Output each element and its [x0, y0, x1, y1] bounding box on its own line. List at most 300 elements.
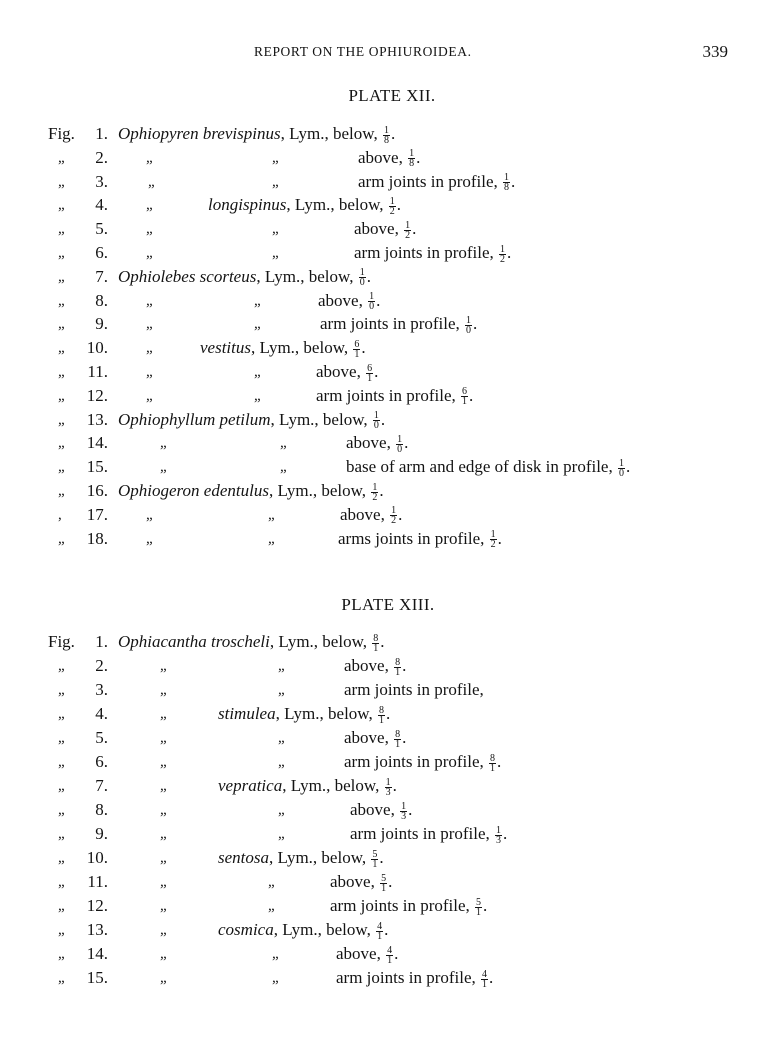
ditto-species: „ — [280, 435, 287, 452]
fraction-denominator: 1 — [377, 930, 383, 942]
fraction-numerator: 1 — [405, 219, 411, 231]
view-description — [338, 527, 502, 551]
ditto-species: „ — [272, 173, 279, 190]
species-name: Ophiopyren brevispinus — [118, 124, 281, 143]
species-detail: , Lym., below, — [282, 776, 384, 795]
fig-label: „ — [58, 730, 65, 746]
fraction-denominator: 1 — [395, 738, 401, 750]
figure-entry — [0, 455, 776, 479]
view-description — [358, 170, 515, 194]
entry-terminator: . — [379, 481, 384, 500]
view-description — [344, 654, 406, 678]
ditto-genus: „ — [146, 292, 153, 309]
fraction-denominator: 8 — [504, 182, 510, 194]
magnification-fraction — [383, 126, 390, 145]
view-text: arm joints in profile, — [316, 385, 461, 405]
view-text: arm joints in profile, — [354, 243, 499, 262]
entry-terminator: . — [497, 528, 502, 548]
view-text: above, — [344, 656, 394, 675]
figure-number: 9. — [95, 824, 108, 843]
species-line — [200, 336, 366, 360]
magnification-fraction — [618, 459, 625, 478]
fraction-denominator: 1 — [482, 978, 488, 990]
fig-label: „ — [58, 197, 65, 214]
ditto-genus: „ — [160, 435, 167, 452]
magnification-fraction — [490, 530, 497, 549]
magnification-fraction — [373, 411, 380, 430]
fig-label: „ — [58, 874, 65, 890]
figure-entry — [0, 966, 776, 990]
figure-entry — [0, 217, 776, 241]
ditto-genus: „ — [160, 802, 167, 818]
view-description — [350, 798, 412, 822]
view-description — [344, 750, 501, 774]
view-text: above, — [350, 800, 400, 819]
magnification-fraction — [404, 221, 411, 240]
fraction-denominator: 0 — [373, 420, 379, 432]
figure-entry — [0, 360, 776, 384]
ditto-species: „ — [278, 682, 285, 698]
figure-number: 17. — [86, 504, 108, 524]
figure-entry — [0, 336, 776, 360]
ditto-species: „ — [272, 946, 279, 962]
fraction-denominator: 8 — [383, 134, 389, 146]
figure-number: 6. — [95, 243, 108, 262]
fraction-numerator: 1 — [500, 243, 506, 255]
entry-terminator: . — [489, 968, 494, 987]
magnification-fraction — [495, 826, 502, 845]
figure-number: 15. — [86, 968, 108, 987]
figure-entry — [0, 479, 776, 503]
fraction-numerator: 1 — [496, 824, 502, 836]
figure-number: 18. — [86, 528, 108, 548]
fraction-denominator: 1 — [490, 762, 496, 774]
ditto-species: „ — [268, 530, 275, 547]
fraction-denominator: 1 — [381, 882, 387, 894]
species-name: Ophiolebes scorteus — [118, 266, 257, 286]
entry-terminator: . — [404, 433, 409, 453]
fraction-numerator: 6 — [354, 338, 360, 350]
fraction-numerator: 1 — [401, 800, 407, 812]
magnification-fraction — [394, 730, 401, 749]
figure-entry — [0, 750, 776, 774]
ditto-genus: „ — [146, 364, 153, 380]
entry-terminator: . — [390, 124, 396, 143]
ditto-genus: „ — [160, 874, 167, 890]
species-name: sentosa — [218, 848, 269, 867]
species-line — [218, 774, 397, 798]
species-detail: , Lym., below, — [275, 704, 377, 723]
fraction-numerator: 6 — [462, 386, 468, 398]
figure-number: 11. — [87, 362, 108, 381]
figure-number: 8. — [95, 800, 108, 819]
fraction-denominator: 3 — [496, 834, 502, 846]
fig-label: Fig. — [48, 632, 75, 651]
view-description — [318, 289, 380, 313]
view-description — [346, 455, 630, 479]
view-text: above, — [340, 504, 390, 524]
figure-entry — [0, 702, 776, 726]
figure-entry — [0, 289, 776, 313]
magnification-fraction — [380, 874, 387, 893]
entry-terminator: . — [394, 944, 399, 963]
fig-label: „ — [58, 778, 65, 794]
ditto-species: „ — [280, 459, 287, 476]
view-description — [346, 431, 408, 455]
fig-label: „ — [58, 850, 65, 866]
view-text: above, — [358, 147, 408, 167]
ditto-genus: „ — [146, 245, 153, 261]
figure-number: 15. — [86, 457, 108, 477]
fig-label: „ — [58, 387, 65, 404]
figure-entry — [0, 894, 776, 918]
entry-terminator: . — [396, 195, 402, 215]
view-text: arm joints in profile, — [344, 752, 489, 771]
species-name: Ophiogeron edentulus — [118, 481, 269, 500]
entry-terminator: . — [385, 704, 391, 723]
species-detail: , Lym., below, — [280, 124, 382, 143]
fraction-numerator: 1 — [397, 433, 403, 445]
fig-label: „ — [58, 970, 65, 986]
fig-label: „ — [58, 706, 65, 722]
entry-terminator: . — [625, 457, 631, 477]
view-text: arm joints in profile, — [350, 824, 495, 843]
fraction-numerator: 1 — [391, 505, 397, 517]
species-line — [118, 408, 385, 432]
view-text: above, — [318, 290, 368, 310]
figure-entry — [0, 408, 776, 432]
magnification-fraction — [394, 658, 401, 677]
entry-terminator: . — [497, 752, 502, 771]
view-text: above, — [316, 362, 366, 381]
figure-number: 6. — [95, 752, 108, 771]
view-text: above, — [346, 433, 396, 453]
fraction-numerator: 1 — [385, 776, 391, 788]
magnification-fraction — [475, 898, 482, 917]
species-name: Ophiacantha troscheli — [118, 632, 270, 651]
fraction-denominator: 1 — [373, 642, 379, 654]
view-text: arm joints in profile, — [320, 314, 465, 334]
ditto-species: „ — [278, 826, 285, 842]
ditto-genus: „ — [146, 197, 153, 214]
figure-entry — [0, 503, 776, 527]
fraction-numerator: 1 — [409, 148, 415, 160]
fraction-numerator: 8 — [378, 704, 384, 716]
ditto-genus: „ — [146, 530, 153, 547]
fraction-denominator: 1 — [476, 906, 482, 918]
entry-terminator: . — [483, 896, 488, 915]
fig-label: „ — [58, 946, 65, 962]
view-text: above, — [336, 944, 386, 963]
fig-label: „ — [58, 658, 65, 674]
figure-number: 3. — [95, 171, 108, 191]
fig-label: „ — [58, 221, 65, 238]
fraction-denominator: 2 — [391, 515, 397, 527]
entry-terminator: . — [398, 504, 403, 524]
ditto-species: „ — [254, 316, 261, 333]
ditto-species: „ — [272, 245, 279, 261]
fraction-denominator: 1 — [462, 396, 468, 408]
ditto-genus: „ — [146, 316, 153, 333]
fig-label: „ — [58, 483, 65, 499]
figure-entry — [0, 241, 776, 265]
magnification-fraction — [385, 778, 392, 797]
figure-number: 5. — [95, 219, 108, 239]
ditto-species: „ — [254, 364, 261, 380]
fraction-denominator: 1 — [367, 372, 373, 384]
fraction-numerator: 1 — [466, 314, 472, 326]
fraction-numerator: 1 — [359, 267, 365, 279]
view-description — [344, 678, 484, 702]
ditto-genus: „ — [160, 658, 167, 674]
ditto-genus: „ — [146, 387, 153, 404]
view-description — [330, 894, 487, 918]
fig-label: „ — [58, 754, 65, 770]
ditto-species: „ — [268, 506, 275, 523]
fig-label: „ — [58, 682, 65, 698]
entry-terminator: . — [380, 409, 386, 429]
fig-label: „ — [58, 149, 65, 166]
fraction-denominator: 1 — [395, 666, 401, 678]
fraction-denominator: 2 — [405, 229, 411, 241]
ditto-genus: „ — [160, 970, 167, 986]
fig-label: „ — [58, 922, 65, 938]
magnification-fraction — [378, 706, 385, 725]
figure-number: 8. — [95, 290, 108, 310]
species-line — [218, 702, 390, 726]
ditto-species: „ — [268, 874, 275, 890]
fraction-numerator: 4 — [482, 968, 488, 980]
fraction-numerator: 4 — [377, 920, 383, 932]
fraction-numerator: 4 — [387, 944, 393, 956]
species-name: stimulea — [218, 704, 276, 723]
ditto-genus: „ — [160, 850, 167, 866]
view-description — [354, 217, 416, 241]
species-name: Ophiophyllum petilum — [118, 409, 271, 429]
species-name: cosmica — [218, 920, 274, 939]
figure-entry — [0, 918, 776, 942]
fraction-numerator: 5 — [476, 896, 482, 908]
entry-terminator: . — [380, 632, 385, 651]
fraction-numerator: 1 — [383, 124, 389, 136]
species-detail: , Lym., below, — [273, 920, 376, 939]
view-description — [344, 726, 406, 750]
view-description — [316, 360, 378, 384]
fig-label: „ — [58, 316, 65, 333]
ditto-genus: „ — [146, 221, 153, 238]
ditto-genus: „ — [160, 826, 167, 842]
species-detail: , Lym., below, — [269, 632, 372, 651]
view-description — [358, 146, 420, 170]
view-text: above, — [354, 219, 404, 239]
entry-terminator: . — [416, 147, 421, 167]
figure-entry — [0, 630, 776, 654]
figure-number: 14. — [86, 944, 108, 963]
magnification-fraction — [461, 387, 468, 406]
magnification-fraction — [353, 340, 360, 359]
view-text: arms joints in profile, — [338, 528, 489, 548]
plate-title: PLATE XII. — [348, 86, 436, 105]
ditto-genus: „ — [160, 946, 167, 962]
fraction-numerator: 1 — [389, 195, 395, 207]
ditto-genus: „ — [148, 173, 155, 190]
entry-terminator: . — [374, 362, 379, 381]
species-name: longispinus — [208, 195, 287, 215]
fraction-denominator: 3 — [385, 786, 391, 798]
ditto-species: „ — [278, 658, 285, 674]
fraction-numerator: 5 — [372, 848, 378, 860]
fraction-denominator: 2 — [490, 539, 496, 551]
fig-label: „ — [58, 530, 65, 547]
species-detail: , Lym., below, — [256, 266, 358, 286]
magnification-fraction — [389, 197, 396, 216]
entry-terminator: . — [388, 872, 393, 891]
fraction-numerator: 1 — [373, 410, 379, 422]
fraction-numerator: 8 — [490, 752, 496, 764]
entry-terminator: . — [507, 243, 512, 262]
fraction-denominator: 2 — [372, 491, 378, 503]
fraction-numerator: 5 — [381, 872, 387, 884]
magnification-fraction — [408, 149, 415, 168]
figure-number: 11. — [87, 872, 108, 891]
entry-terminator: . — [503, 824, 508, 843]
fig-label: „ — [58, 340, 65, 357]
entry-terminator: . — [408, 800, 413, 819]
ditto-genus: „ — [160, 682, 167, 698]
species-line — [118, 630, 385, 654]
magnification-fraction — [390, 506, 397, 525]
view-description — [350, 822, 507, 846]
figure-number: 16. — [86, 481, 108, 500]
figure-entry — [0, 527, 776, 551]
entry-terminator: . — [392, 776, 397, 795]
figure-entry — [0, 870, 776, 894]
view-description — [330, 870, 392, 894]
species-line — [218, 918, 388, 942]
ditto-species: „ — [272, 221, 279, 238]
fraction-denominator: 1 — [354, 348, 360, 360]
view-text: above, — [344, 728, 394, 747]
magnification-fraction — [371, 850, 378, 869]
fraction-denominator: 3 — [401, 810, 407, 822]
ditto-species: „ — [268, 898, 275, 914]
figure-entry — [0, 170, 776, 194]
figure-number: 14. — [86, 433, 108, 453]
view-text: arm joints in profile, — [336, 968, 481, 987]
figure-entry — [0, 942, 776, 966]
fig-label: „ — [58, 268, 65, 285]
figure-number: 5. — [95, 728, 108, 747]
species-detail: , Lym., below, — [270, 409, 372, 429]
entry-terminator: . — [361, 338, 366, 358]
entry-terminator: . — [511, 171, 516, 191]
fraction-numerator: 1 — [369, 291, 375, 303]
species-line — [218, 846, 384, 870]
magnification-fraction — [400, 802, 407, 821]
entry-terminator: . — [376, 290, 381, 310]
figure-entry — [0, 678, 776, 702]
entry-terminator: . — [402, 656, 407, 675]
fraction-denominator: 1 — [387, 954, 393, 966]
magnification-fraction — [499, 245, 506, 264]
figure-entry — [0, 726, 776, 750]
magnification-fraction — [481, 970, 488, 989]
fig-label: „ — [58, 459, 65, 476]
figure-number: 2. — [95, 147, 108, 167]
fraction-numerator: 1 — [372, 481, 378, 493]
magnification-fraction — [396, 435, 403, 454]
fig-label: „ — [58, 802, 65, 818]
species-detail: , Lym., below, — [251, 338, 353, 358]
fraction-denominator: 2 — [500, 253, 506, 265]
ditto-species: „ — [254, 387, 261, 404]
species-name: vepratica — [218, 776, 283, 795]
view-description — [336, 966, 493, 990]
entry-terminator: . — [384, 920, 389, 939]
page-number: 339 — [702, 42, 728, 61]
magnification-fraction — [371, 483, 378, 502]
figure-entry — [0, 846, 776, 870]
figure-number: 9. — [95, 314, 108, 334]
ditto-genus: „ — [160, 459, 167, 476]
figure-entry — [0, 774, 776, 798]
fig-label: „ — [58, 364, 65, 380]
fraction-numerator: 8 — [395, 656, 401, 668]
figure-entry — [0, 384, 776, 408]
running-title: REPORT ON THE OPHIUROIDEA. — [254, 44, 472, 59]
view-description — [354, 241, 511, 265]
fraction-denominator: 0 — [397, 443, 403, 455]
species-name: vestitus — [200, 338, 251, 358]
figure-number: 1. — [95, 124, 108, 143]
entry-terminator: . — [366, 266, 371, 286]
entry-terminator: . — [473, 314, 478, 334]
fig-label: Fig. — [48, 124, 75, 143]
entry-terminator: . — [379, 848, 384, 867]
fraction-denominator: 1 — [378, 714, 384, 726]
fig-label: „ — [58, 898, 65, 914]
view-description — [316, 384, 473, 408]
fraction-numerator: 1 — [618, 457, 624, 469]
figure-number: 3. — [95, 680, 108, 699]
ditto-genus: „ — [146, 506, 153, 523]
ditto-genus: „ — [160, 898, 167, 914]
figure-number: 4. — [95, 704, 108, 723]
figure-number: 13. — [86, 409, 108, 429]
figure-number: 1. — [95, 632, 108, 651]
fig-label: „ — [58, 173, 65, 190]
magnification-fraction — [368, 292, 375, 311]
magnification-fraction — [465, 316, 472, 335]
fraction-numerator: 1 — [490, 529, 496, 541]
entry-terminator: . — [469, 385, 474, 405]
ditto-genus: „ — [146, 340, 153, 357]
figure-number: 12. — [86, 385, 108, 405]
ditto-species: „ — [272, 970, 279, 986]
fig-label: „ — [58, 245, 65, 261]
figure-number: 12. — [86, 896, 108, 915]
view-description — [320, 312, 477, 336]
magnification-fraction — [359, 268, 366, 287]
ditto-genus: „ — [160, 778, 167, 794]
ditto-species: „ — [278, 802, 285, 818]
fraction-denominator: 8 — [409, 158, 415, 170]
plate-title: PLATE XIII. — [341, 595, 435, 614]
species-detail: , Lym., below, — [269, 848, 371, 867]
fraction-denominator: 0 — [466, 324, 472, 336]
fig-label: „ — [58, 292, 65, 309]
fig-label: „ — [58, 826, 65, 842]
